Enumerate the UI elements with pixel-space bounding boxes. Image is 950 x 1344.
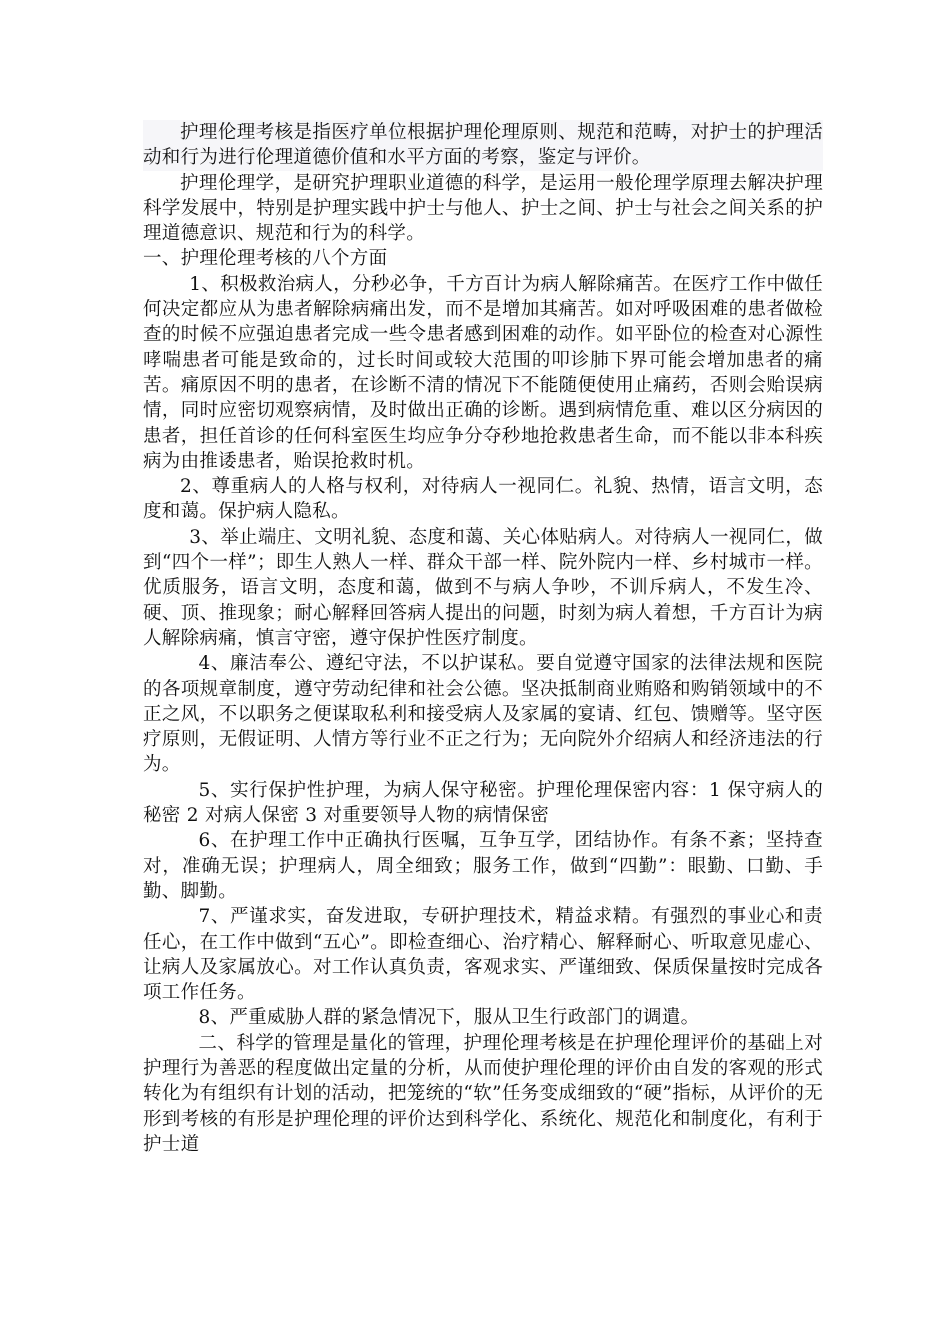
list-item-8: 8、严重威胁人群的紧急情况下，服从卫生行政部门的调遣。: [198, 1007, 700, 1029]
list-item-4: 4、廉洁奉公、遵纪守法，不以护谋私。要自觉遵守国家的法律法规和医院的各项规章制度，遵守劳动纪律和社会公德。坚决抵制商业贿赂和购销领域中的不正之风，不以职务之便谋取私利和接受病人及家属的宴请、红包、馈赠等。坚守医疗原则，无假证明、人情方等行业不正之行为；无向院外介绍病人和经济违法的行为。: [143, 653, 823, 776]
list-item-5: 5、实行保护性护理，为病人保守秘密。护理伦理保密内容：1 保守病人的秘密 2 对病人保密 3 对重要领导人物的病情保密: [143, 779, 823, 827]
list-item-3: 3、举止端庄、文明礼貌、态度和蔼、关心体贴病人。对待病人一视同仁，做到“四个一样”；即生人熟人一样、群众干部一样、院外院内一样、乡村城市一样。优质服务，语言文明，态度和蔼，做到不与病人争吵，不训斥病人，不发生冷、硬、顶、推现象；耐心解释回答病人提出的问题，时刻为病人着想，千方百计为病人解除病痛，慎言守密，遵守保护性医疗制度。: [143, 526, 823, 649]
paragraph-nursing-ethics: 护理伦理学，是研究护理职业道德的科学，是运用一般伦理学原理去解决护理科学发展中，特别是护理实践中护士与他人、护士之间、护士与社会之间关系的护理道德意识、规范和行为的科学。: [143, 172, 823, 245]
list-item-7: 7、严谨求实，奋发进取，专研护理技术，精益求精。有强烈的事业心和责任心，在工作中做到“五心”。即检查细心、治疗精心、解释耐心、听取意见虚心、让病人及家属放心。对工作认真负责，客观求实、严谨细致、保质保量按时完成各项工作任务。: [143, 906, 823, 1004]
list-item-6: 6、在护理工作中正确执行医嘱，互争互学，团结协作。有条不紊；坚持查对，准确无误；护理病人，周全细致；服务工作，做到“四勤”：眼勤、口勤、手勤、脚勤。: [143, 830, 823, 902]
section-two-paragraph: 二、科学的管理是量化的管理，护理伦理考核是在护理伦理评价的基础上对护理行为善恶的程度做出定量的分析，从而使护理伦理的评价由自发的客观的形式转化为有组织有计划的活动，把笼统的“软”任务变成细致的“硬”指标，从评价的无形到考核的有形是护理伦理的评价达到科学化、系统化、规范化和制度化，有利于护士道: [143, 1032, 823, 1155]
section-heading-one: 一、护理伦理考核的八个方面: [143, 248, 388, 270]
document-body: [143, 120, 823, 1157]
list-item-2: 2、尊重病人的人格与权利，对待病人一视同仁。礼貌、热情，语言文明，态度和蔼。保护病人隐私。: [143, 476, 823, 523]
list-item-1: 1、积极救治病人，分秒必争，千方百计为病人解除痛苦。在医疗工作中做任何决定都应从为患者解除病痛出发，而不是增加其痛苦。如对呼吸困难的患者做检查的时候不应强迫患者完成一些令患者感到困难的动作。如平卧位的检查对心源性哮喘患者可能是致命的，过长时间或较大范围的叩诊肺下界可能会增加患者的痛苦。痛原因不明的患者，在诊断不清的情况下不能随便使用止痛药，否则会贻误病情，同时应密切观察病情，及时做出正确的诊断。遇到病情危重、难以区分病因的患者，担任首诊的任何科室医生均应争分夺秒地抢救患者生命，而不能以非本科疾病为由推诿患者，贻误抢救时机。: [143, 273, 823, 472]
paragraph-definition: 护理伦理考核是指医疗单位根据护理伦理原则、规范和范畴，对护士的护理活动和行为进行伦理道德价值和水平方面的考察，鉴定与评价。: [143, 120, 823, 171]
